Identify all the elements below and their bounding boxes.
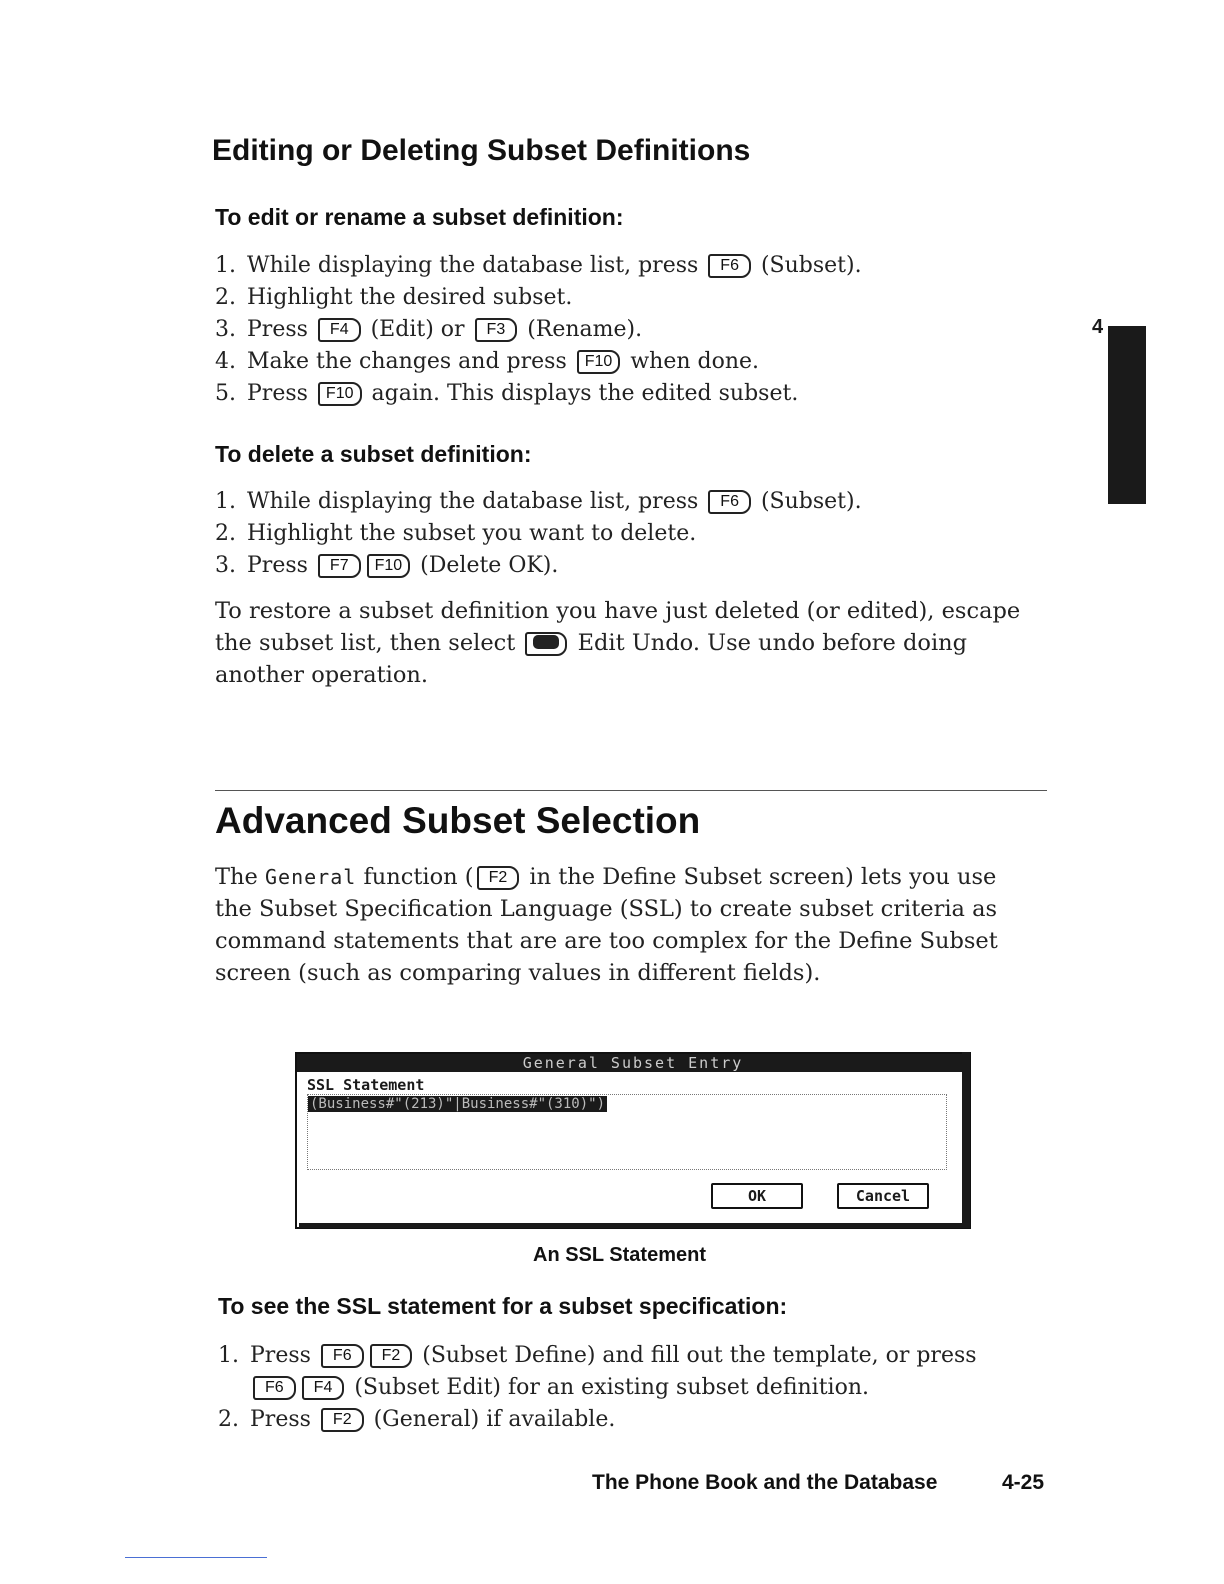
edit-step-1: 1. While displaying the database list, press F6 (Subset). — [215, 253, 862, 278]
f4-key: F4 — [302, 1376, 345, 1400]
f6-key: F6 — [708, 490, 751, 514]
f7-key: F7 — [318, 554, 361, 578]
f10-key: F10 — [318, 382, 362, 406]
cancel-button[interactable]: Cancel — [837, 1183, 929, 1209]
edit-heading: To edit or rename a subset definition: — [215, 204, 624, 230]
see-step-2: 2. Press F2 (General) if available. — [218, 1407, 616, 1432]
ok-button[interactable]: OK — [711, 1183, 803, 1209]
figure-caption: An SSL Statement — [533, 1244, 706, 1266]
chapter-number: 4 — [1092, 316, 1104, 338]
see-step-1: 1. Press F6 F2 (Subset Define) and fill out the template, or press — [218, 1343, 977, 1368]
delete-step-1: 1. While displaying the database list, press F6 (Subset). — [215, 489, 862, 514]
f10-key: F10 — [577, 350, 621, 374]
menu-key — [525, 632, 567, 656]
section-divider — [215, 790, 1047, 791]
f2-key: F2 — [321, 1408, 364, 1432]
ssl-statement-value: (Business#"(213)"|Business#"(310)") — [310, 1096, 606, 1112]
delete-step-2: 2. Highlight the subset you want to delete. — [215, 521, 697, 546]
dialog-shadow-right — [962, 1052, 970, 1228]
f4-key: F4 — [318, 318, 361, 342]
restore-paragraph: To restore a subset definition you have just deleted (or edited), escape the subset list, then select Edit Undo. Use undo before doing another operation. — [215, 598, 1021, 688]
bottom-edge-mark — [125, 1557, 267, 1558]
edit-step-4: 4. Make the changes and press F10 when done. — [215, 349, 760, 374]
see-heading: To see the SSL statement for a subset specification: — [218, 1293, 788, 1319]
dialog-shadow-bottom — [299, 1223, 970, 1228]
menu-key-icon — [533, 635, 559, 649]
delete-step-3: 3. Press F7 F10 (Delete OK). — [215, 553, 559, 578]
page-number: 4-25 — [1002, 1471, 1045, 1494]
general-function-code: General — [264, 865, 357, 889]
see-step-1-cont: F6 F4 (Subset Edit) for an existing subset definition. — [250, 1372, 869, 1404]
f2-key: F2 — [370, 1344, 413, 1368]
f2-key: F2 — [477, 866, 520, 890]
ssl-statement-label: SSL Statement — [307, 1076, 425, 1094]
f6-key: F6 — [708, 254, 751, 278]
general-subset-entry-dialog — [295, 1052, 971, 1229]
f6-key: F6 — [321, 1344, 364, 1368]
delete-heading: To delete a subset definition: — [215, 441, 532, 467]
f10-key: F10 — [367, 554, 411, 578]
edit-step-3: 3. Press F4 (Edit) or F3 (Rename). — [215, 317, 643, 342]
footer-title: The Phone Book and the Database — [592, 1471, 938, 1494]
f3-key: F3 — [475, 318, 518, 342]
f6-key: F6 — [253, 1376, 296, 1400]
ssl-statement-field[interactable] — [307, 1094, 947, 1170]
dialog-title: General Subset Entry — [297, 1054, 969, 1072]
chapter-tab-bar — [1108, 326, 1146, 504]
section-title-advanced: Advanced Subset Selection — [215, 800, 701, 841]
edit-step-5: 5. Press F10 again. This displays the edited subset. — [215, 381, 799, 406]
section-title: Editing or Deleting Subset Definitions — [212, 134, 751, 167]
intro-paragraph: The General function ( F2 in the Define Subset screen) lets you use the Subset Specification Language (SSL) to create subset criteria as command statements that are are too complex for the Define Subset screen (such as comparing values in different fields). — [215, 864, 998, 986]
edit-step-2: 2. Highlight the desired subset. — [215, 285, 573, 310]
